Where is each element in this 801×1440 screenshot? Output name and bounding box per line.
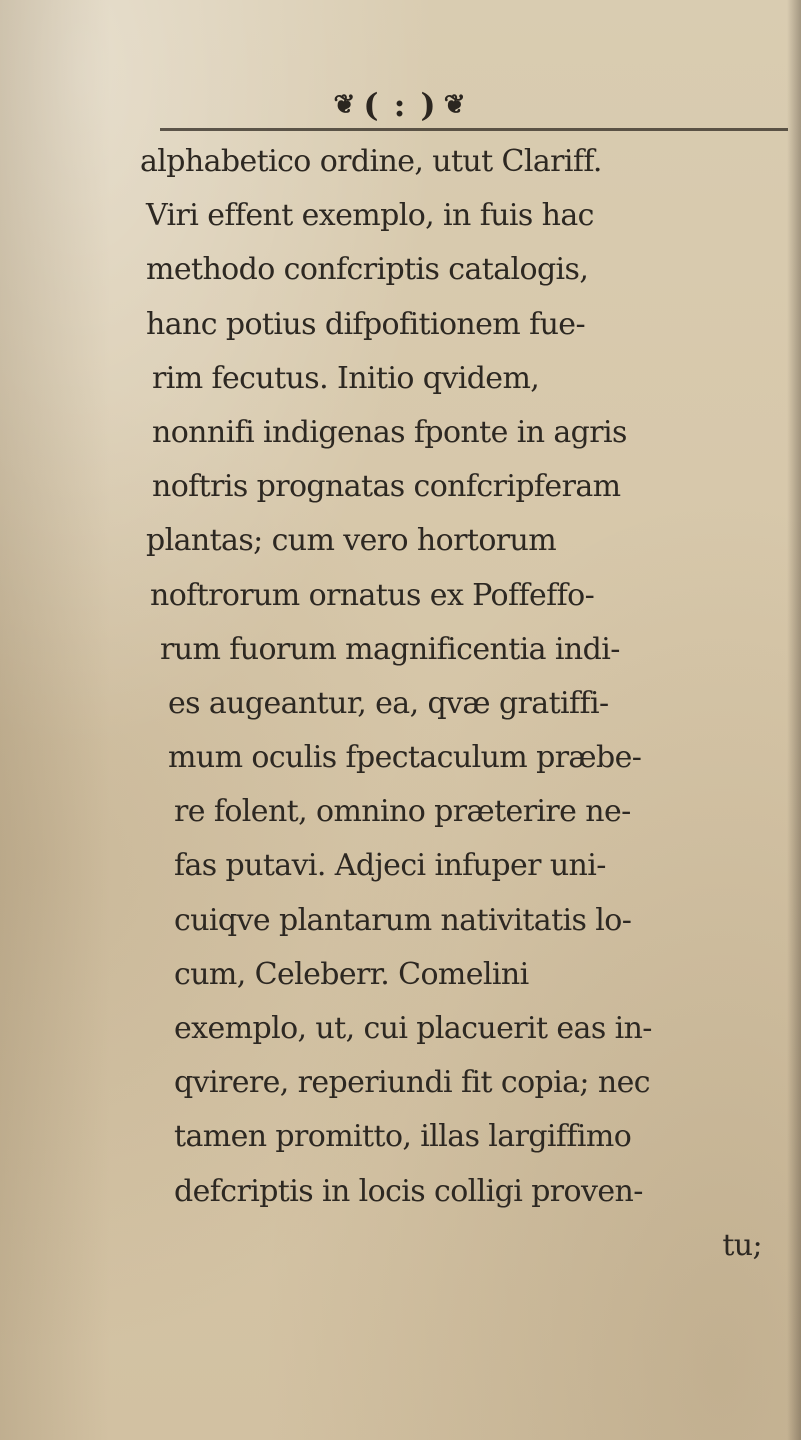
text-line: qvirere, reperiundi fit copia; nec — [174, 1065, 650, 1101]
text-line: rum fuorum magnificentia indi- — [160, 631, 620, 667]
text-line: tamen promitto, illas largiffimo — [174, 1119, 632, 1155]
ornament-left-icon: ❦ — [333, 90, 358, 120]
text-line: Viri effent exemplo, in fuis hac — [146, 198, 594, 234]
text-line: re folent, omnino præterire ne- — [174, 794, 631, 830]
text-line: hanc potius difpofitionem fue- — [146, 306, 585, 342]
header-rule — [160, 128, 788, 131]
catchword: tu; — [722, 1227, 762, 1263]
text-line: alphabetico ordine, utut Clariff. — [140, 144, 602, 179]
text-line: exemplo, ut, cui placuerit eas in- — [174, 1011, 652, 1046]
text-line: rim fecutus. Initio qvidem, — [152, 360, 540, 396]
body-text — [140, 135, 790, 1273]
text-line: noftrorum ornatus ex Poffeffo- — [150, 577, 595, 613]
page-header — [0, 86, 801, 124]
text-line: cuiqve plantarum nativitatis lo- — [174, 902, 632, 938]
text-line: cum, Celeberr. Comelini — [174, 956, 529, 992]
text-line: defcriptis in locis colligi proven- — [174, 1173, 643, 1209]
text-line: fas putavi. Adjeci infuper uni- — [174, 848, 606, 884]
page-marker: ( : ) — [363, 86, 438, 124]
text-line: methodo confcriptis catalogis, — [146, 252, 589, 288]
text-line: plantas; cum vero hortorum — [146, 523, 557, 559]
text-line: noftris prognatas confcripferam — [152, 469, 621, 505]
ornament-right-icon: ❦ — [443, 90, 468, 120]
text-line: nonnifi indigenas fponte in agris — [152, 414, 627, 450]
page-shadow-left — [0, 0, 110, 1440]
text-line: es augeantur, ea, qvæ gratiffi- — [168, 685, 609, 721]
text-line: mum oculis fpectaculum præbe- — [168, 740, 642, 776]
